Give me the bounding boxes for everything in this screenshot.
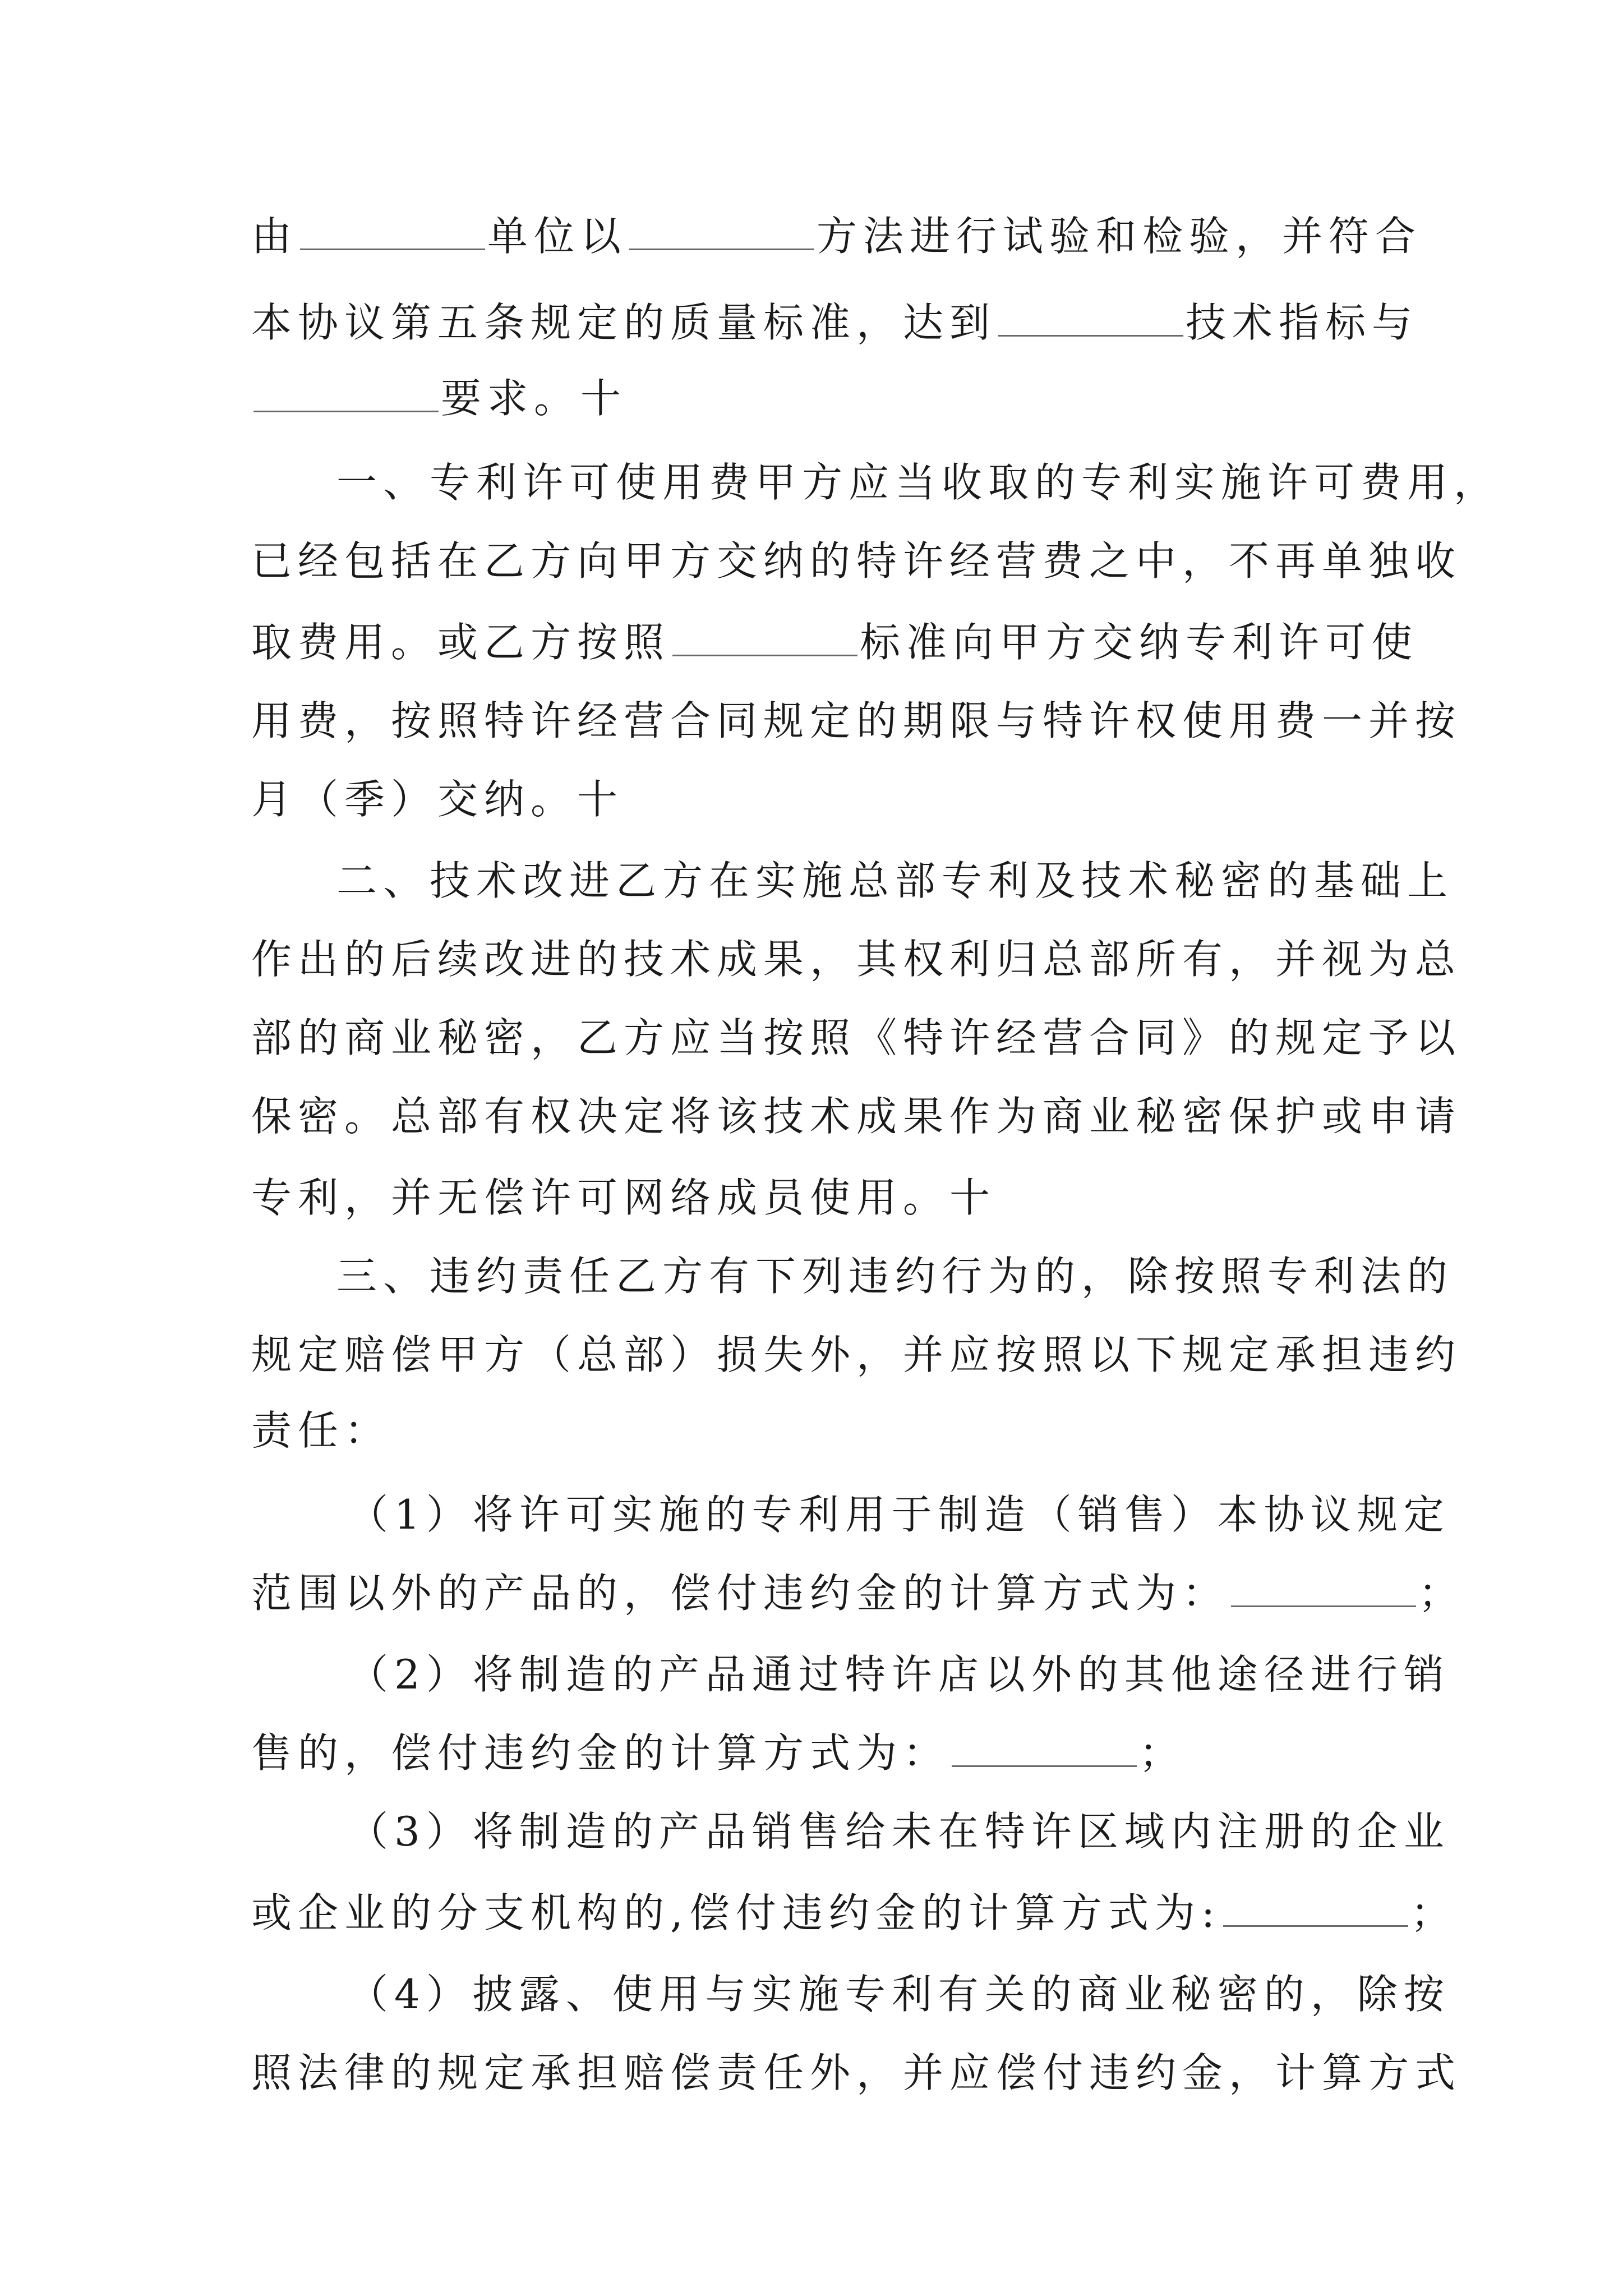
text-segment: 照法律的规定承担赔偿责任外，并应偿付违约金，计算方式 — [251, 2049, 1462, 2096]
text-segment: 取费用。或乙方按照 — [251, 619, 671, 666]
text-segment: 技术指标与 — [1186, 299, 1419, 346]
text-segment: 规定赔偿甲方（总部）损失外，并应按照以下规定承担违约 — [251, 1331, 1462, 1378]
text-segment: 要求。十 — [441, 375, 628, 422]
text-segment: 一、专利许可使用费甲方应当收取的专利实施许可费用， — [336, 459, 1501, 506]
text-segment: ； — [1418, 1570, 1465, 1617]
text-segment: 方法进行试验和检验，并符合 — [817, 213, 1422, 260]
text-line — [251, 197, 1422, 275]
text-segment: 本协议第五条规定的质量标准，达到 — [251, 299, 997, 346]
text-segment: 标准向甲方交纳专利许可使 — [860, 619, 1419, 666]
text-segment: ； — [1410, 1889, 1458, 1936]
fill-in-blank[interactable] — [952, 1734, 1137, 1767]
text-line — [251, 682, 1462, 760]
text-line — [251, 1554, 1465, 1632]
text-line — [251, 1077, 1462, 1156]
text-segment: （2）将制造的产品通过特许店以外的其他途径进行销 — [348, 1651, 1450, 1698]
text-segment: （1）将许可实施的专利用于制造（销售）本协议规定 — [348, 1491, 1450, 1538]
text-segment: 三、违约责任乙方有下列违约行为的，除按照专利法的 — [336, 1253, 1454, 1300]
text-segment: 作出的后续改进的技术成果，其权利归总部所有，并视为总 — [251, 936, 1462, 983]
text-segment: 已经包括在乙方向甲方交纳的特许经营费之中，不再单独收 — [251, 537, 1462, 585]
fill-in-blank[interactable] — [1223, 1894, 1408, 1927]
fill-in-blank[interactable] — [1231, 1574, 1416, 1607]
text-line — [251, 2033, 1462, 2112]
fill-in-blank[interactable] — [629, 217, 814, 250]
text-line — [251, 1391, 1373, 1470]
text-line — [251, 760, 1373, 839]
fill-in-blank[interactable] — [300, 217, 485, 250]
fill-in-blank[interactable] — [253, 379, 439, 412]
paragraph-first-line — [336, 841, 1454, 920]
list-item-line — [348, 1635, 1450, 1714]
text-segment: ； — [1139, 1729, 1186, 1777]
text-line — [251, 920, 1462, 999]
text-line — [251, 1714, 1373, 1792]
text-line — [251, 1158, 1373, 1237]
text-segment: 责任： — [251, 1407, 391, 1454]
text-line — [251, 999, 1462, 1077]
text-line — [251, 1874, 1458, 1952]
text-line — [251, 603, 1419, 682]
text-segment: 或企业的分支机构的,偿付违约金的计算方式为: — [251, 1889, 1221, 1936]
text-segment: 由 — [251, 213, 298, 260]
text-line — [251, 522, 1462, 600]
text-line — [251, 283, 1419, 362]
list-item-line — [348, 1475, 1450, 1554]
paragraph-first-line — [336, 443, 1501, 522]
text-line — [251, 1315, 1462, 1394]
text-segment: （4）披露、使用与实施专利有关的商业秘密的，除按 — [348, 1971, 1450, 2018]
text-segment: 月（季）交纳。十 — [251, 776, 624, 823]
text-segment: 部的商业秘密，乙方应当按照《特许经营合同》的规定予以 — [251, 1014, 1462, 1061]
list-item-line — [348, 1792, 1450, 1871]
text-segment: 保密。总部有权决定将该技术成果作为商业秘密保护或申请 — [251, 1093, 1462, 1140]
list-item-line — [348, 1955, 1450, 2033]
text-segment: 范围以外的产品的，偿付违约金的计算方式为： — [251, 1570, 1229, 1617]
text-segment: 专利，并无偿许可网络成员使用。十 — [251, 1174, 997, 1221]
paragraph-first-line — [336, 1237, 1454, 1315]
text-line — [251, 359, 1373, 438]
fill-in-blank[interactable] — [998, 303, 1183, 337]
text-segment: 单位以 — [487, 213, 628, 260]
text-segment: （3）将制造的产品销售给未在特许区域内注册的企业 — [348, 1808, 1450, 1855]
text-segment: 售的，偿付违约金的计算方式为： — [251, 1729, 950, 1777]
text-segment: 用费，按照特许经营合同规定的期限与特许权使用费一并按 — [251, 697, 1462, 744]
text-segment: 二、技术改进乙方在实施总部专利及技术秘密的基础上 — [336, 857, 1454, 904]
fill-in-blank[interactable] — [672, 623, 857, 656]
